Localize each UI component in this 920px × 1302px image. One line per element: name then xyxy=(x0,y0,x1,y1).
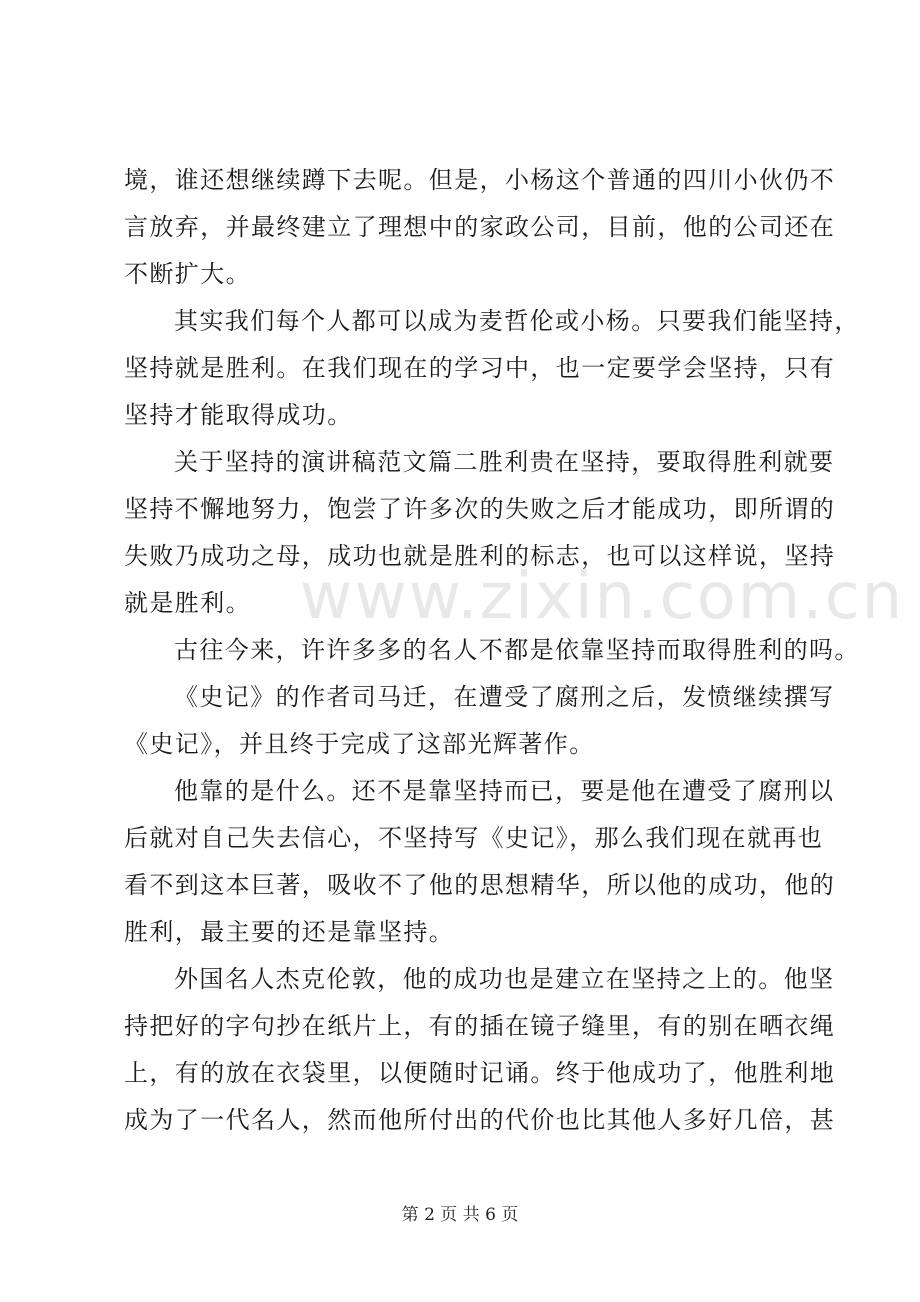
text-line: 《史记》的作者司马迁，在遭受了腐刑之后，发愤继续撰写 xyxy=(174,683,835,711)
text-line: 不断扩大。 xyxy=(124,260,251,288)
text-line: 后就对自己失去信心，不坚持写《史记》，那么我们现在就再也 xyxy=(124,824,824,852)
text-line: 坚持就是胜利。在我们现在的学习中，也一定要学会坚持，只有 xyxy=(124,354,836,382)
watermark: www.zixin.com.cn xyxy=(300,560,905,634)
text-line: 《史记》，并且终于完成了这部光辉著作。 xyxy=(124,730,595,758)
text-line: 失败乃成功之母，成功也就是胜利的标志，也可以这样说，坚持 xyxy=(124,542,836,570)
text-line: 古往今来，许许多多的名人不都是依靠坚持而取得胜利的吗。 xyxy=(174,636,860,664)
text-line: 上，有的放在衣袋里，以便随时记诵。终于他成功了，他胜利地 xyxy=(124,1059,836,1087)
document-body xyxy=(124,157,860,1144)
text-line: 他靠的是什么。还不是靠坚持而已，要是他在遭受了腐刑以 xyxy=(174,777,835,805)
text-line: 持把好的字句抄在纸片上，有的插在镜子缝里，有的别在晒衣绳 xyxy=(124,1012,836,1040)
text-line: 关于坚持的演讲稿范文篇二胜利贵在坚持，要取得胜利就要 xyxy=(174,448,835,476)
text-line: 外国名人杰克伦敦，他的成功也是建立在坚持之上的。他坚 xyxy=(174,965,835,993)
text-line: 坚持不懈地努力，饱尝了许多次的失败之后才能成功，即所谓的 xyxy=(124,495,836,523)
text-line: 胜利，最主要的还是靠坚持。 xyxy=(124,918,455,946)
text-line: 看不到这本巨著，吸收不了他的思想精华，所以他的成功，他的 xyxy=(124,871,836,899)
text-line: 其实我们每个人都可以成为麦哲伦或小杨。只要我们能坚持， xyxy=(174,307,860,335)
text-line: 坚持才能取得成功。 xyxy=(124,401,353,429)
text-line: 言放弃，并最终建立了理想中的家政公司，目前，他的公司还在 xyxy=(124,213,836,241)
text-line: 成为了一代名人，然而他所付出的代价也比其他人多好几倍，甚 xyxy=(124,1106,836,1134)
page-footer: 第 2 页 共 6 页 xyxy=(401,1205,519,1225)
text-line: 就是胜利。 xyxy=(124,589,251,617)
text-line: 境，谁还想继续蹲下去呢。但是，小杨这个普通的四川小伙仍不 xyxy=(124,166,836,194)
